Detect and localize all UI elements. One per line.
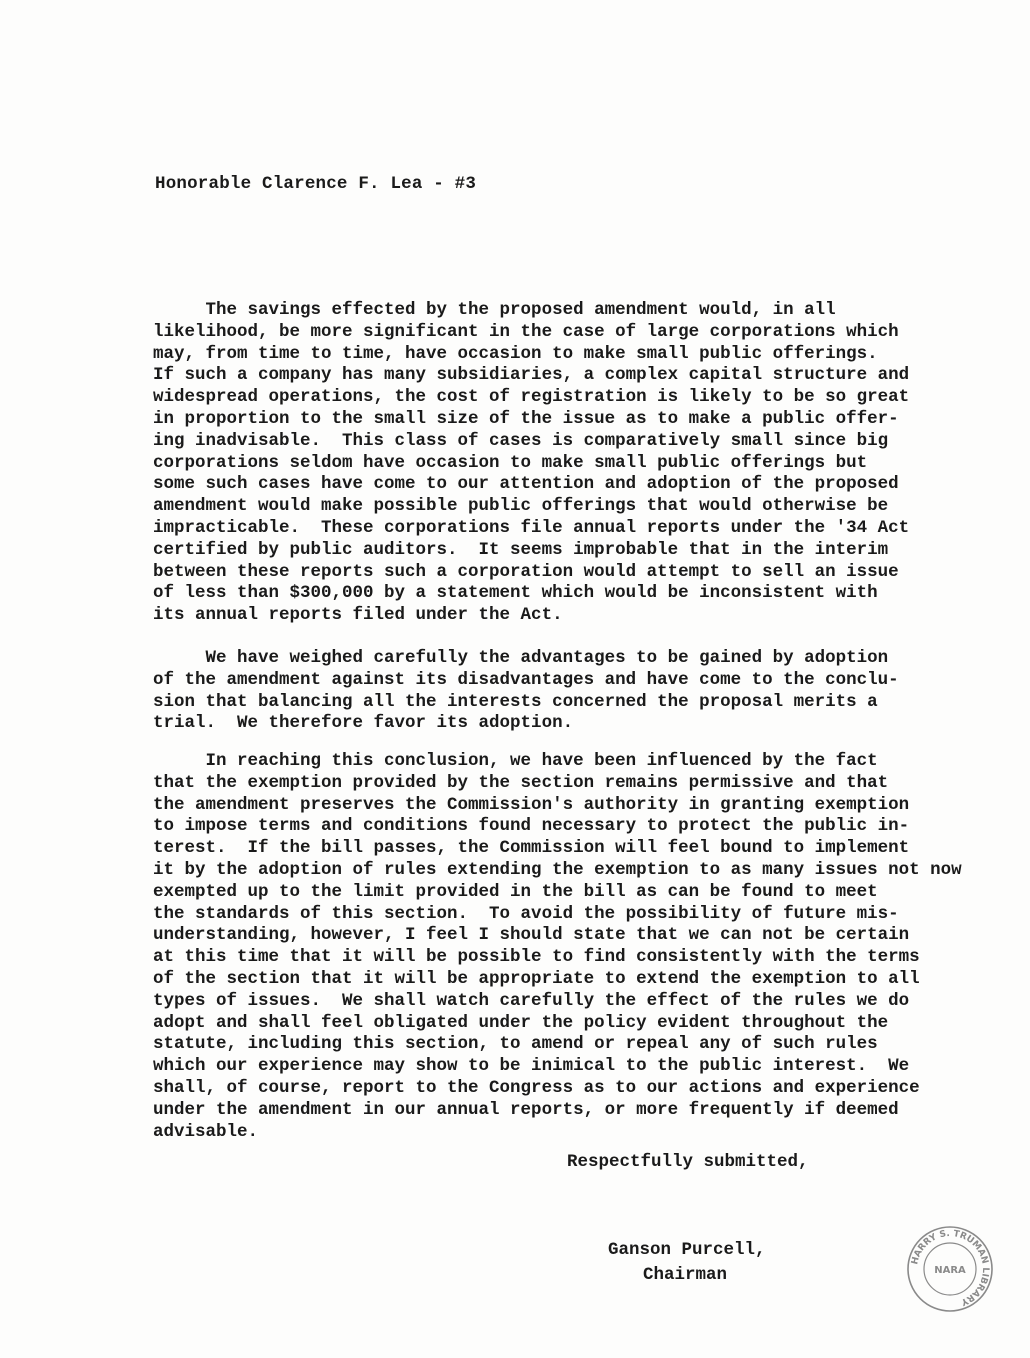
page-heading: Honorable Clarence F. Lea - #3 (155, 174, 477, 194)
text-line: exempted up to the limit provided in the bill as can be found to meet (153, 881, 878, 902)
text-line: understanding, however, I feel I should state that we can not be certain (153, 925, 910, 946)
text-line: its annual reports filed under the Act. (153, 605, 563, 626)
text-line: may, from time to time, have occasion to make small public offerings. (153, 343, 878, 364)
text-line: the standards of this section. To avoid the possibility of future mis- (153, 903, 899, 924)
text-line: widespread operations, the cost of registration is likely to be so great (153, 387, 910, 408)
text-line: in proportion to the small size of the issue as to make a public offer- (153, 408, 899, 429)
text-line: likelihood, be more significant in the case of large corporations which (153, 321, 899, 342)
text-line: under the amendment in our annual reports, or more frequently if deemed (153, 1099, 899, 1120)
text-line: ing inadvisable. This class of cases is comparatively small since big (153, 430, 889, 451)
text-line: some such cases have come to our attention and adoption of the proposed (153, 474, 899, 495)
paragraph-savings (153, 300, 943, 627)
text-line: which our experience may show to be inimical to the public interest. We (153, 1056, 910, 1077)
library-stamp-icon (905, 1224, 995, 1314)
text-line: to impose terms and conditions found necessary to protect the public in- (153, 816, 910, 837)
signature-title: Chairman (643, 1265, 728, 1285)
text-line: of the amendment against its disadvantages and have come to the conclu- (153, 669, 899, 690)
text-line: the amendment preserves the Commission's authority in granting exemption (153, 794, 910, 815)
text-line: The savings effected by the proposed amendment would, in all (153, 300, 836, 320)
text-line: between these reports such a corporation would attempt to sell an issue (153, 561, 899, 582)
text-line: trial. We therefore favor its adoption. (153, 713, 574, 734)
paragraph-conclusion (153, 751, 962, 1143)
text-line: adopt and shall feel obligated under the policy evident throughout the (153, 1012, 889, 1033)
stamp-inner-text: NARA (934, 1265, 966, 1276)
text-line: types of issues. We shall watch carefully the effect of the rules we do (153, 990, 910, 1011)
text-line: statute, including this section, to amend or repeal any of such rules (153, 1034, 878, 1055)
signature-name: Ganson Purcell, (608, 1240, 766, 1260)
closing-salutation: Respectfully submitted, (567, 1152, 809, 1172)
paragraph-weighed (153, 648, 943, 735)
text-line: We have weighed carefully the advantages to be gained by adoption (153, 648, 889, 668)
text-line: that the exemption provided by the section remains permissive and that (153, 772, 889, 793)
text-line: impracticable. These corporations file annual reports under the '34 Act (153, 517, 910, 538)
text-line: shall, of course, report to the Congress as to our actions and experience (153, 1077, 920, 1098)
text-line: advisable. (153, 1121, 259, 1142)
text-line: terest. If the bill passes, the Commission will feel bound to implement (153, 838, 910, 859)
text-line: at this time that it will be possible to find consistently with the terms (153, 947, 920, 968)
text-line: it by the adoption of rules extending the exemption to as many issues not now (153, 859, 962, 880)
text-line: of less than $300,000 by a statement which would be inconsistent with (153, 583, 878, 604)
text-line: sion that balancing all the interests concerned the proposal merits a (153, 691, 878, 712)
text-line: If such a company has many subsidiaries, a complex capital structure and (153, 365, 910, 386)
stamp-outer-text: HARRY S. TRUMAN LIBRARY (910, 1228, 991, 1307)
text-line: amendment would make possible public offerings that would otherwise be (153, 496, 889, 517)
text-line: In reaching this conclusion, we have been influenced by the fact (153, 751, 878, 771)
text-line: certified by public auditors. It seems improbable that in the interim (153, 539, 889, 560)
text-line: of the section that it will be appropriate to extend the exemption to all (153, 968, 920, 989)
text-line: corporations seldom have occasion to make small public offerings but (153, 452, 868, 473)
